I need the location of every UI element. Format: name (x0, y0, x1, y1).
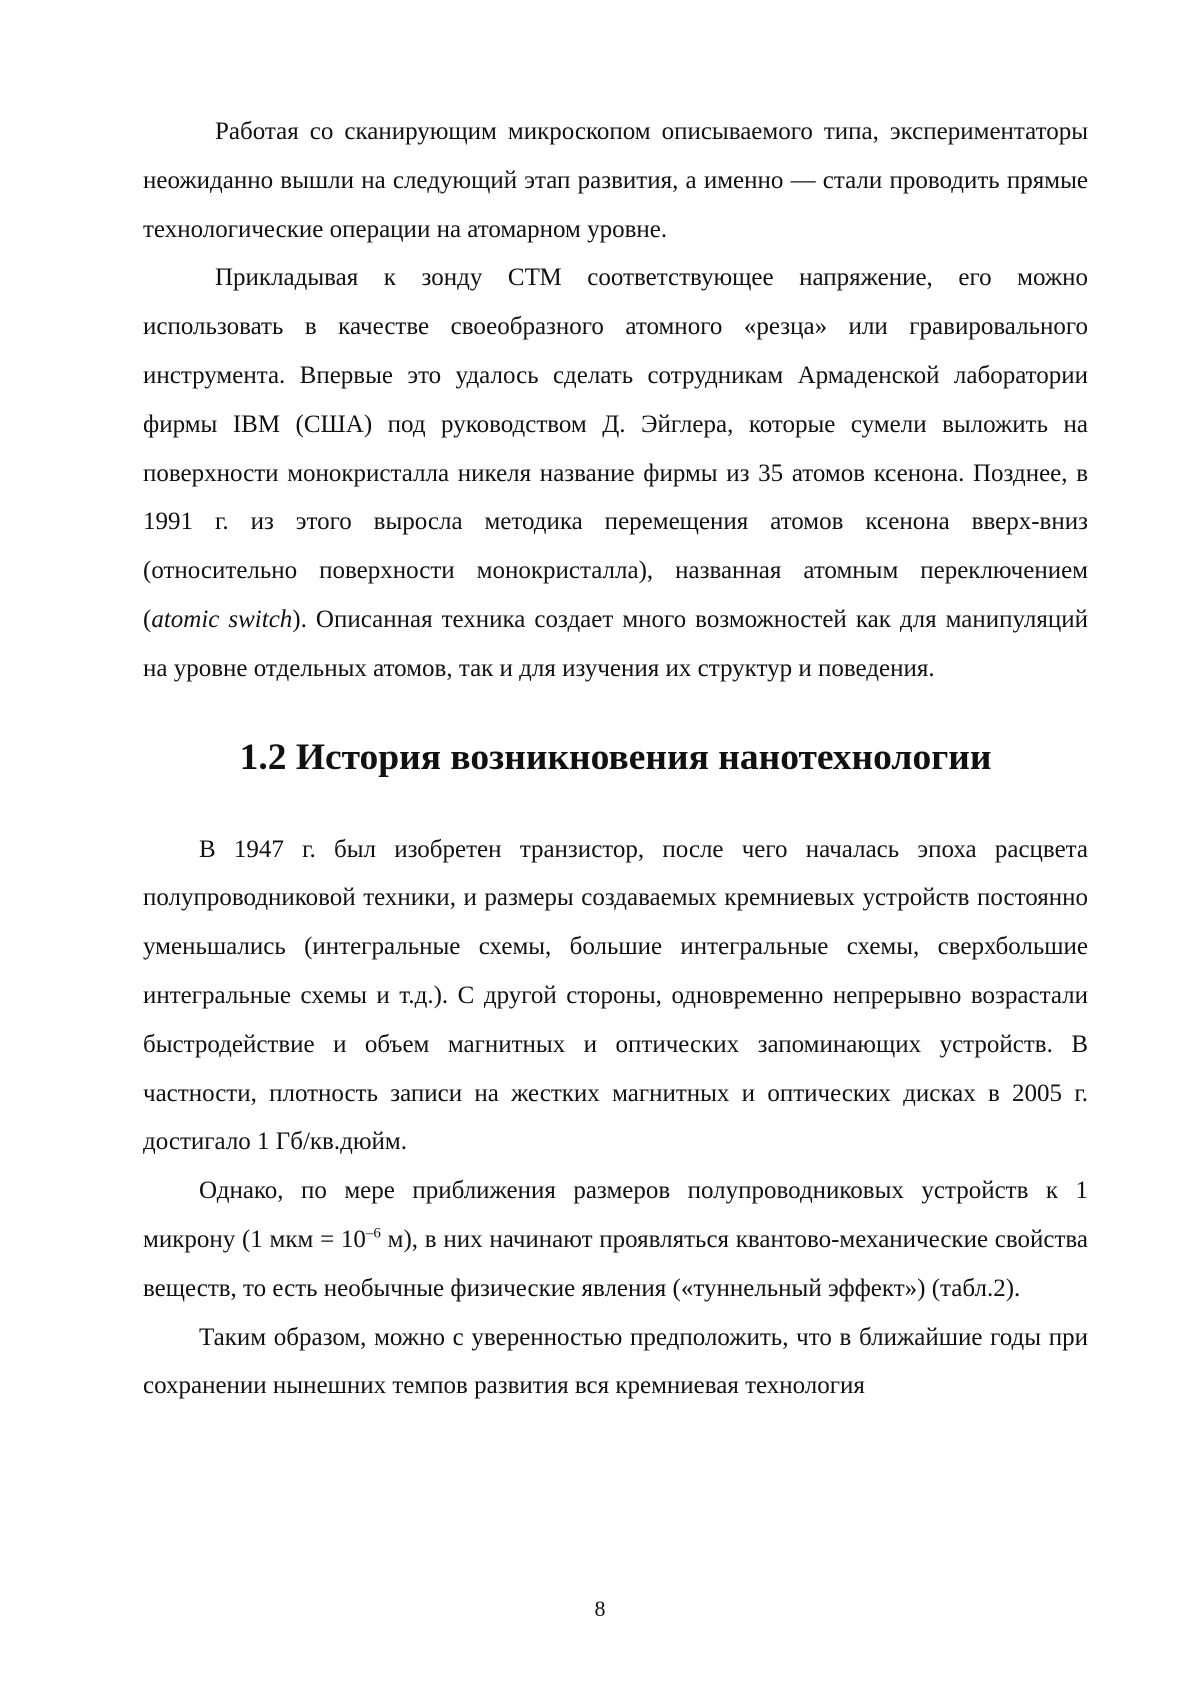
paragraph-text-continued: м), в них начинают проявляться квантово-механические свойства веществ, то есть необычные физические явления («туннельный эффект») (табл.2). (143, 1225, 1088, 1302)
paragraph-text: В 1947 г. был изобретен транзистор, после чего началась эпоха расцвета полупроводниковой техники, и размеры создаваемых кремниевых устройств постоянно уменьшались (интегральные схемы, большие интегральные схемы, сверхбольшие интегральные схемы и т.д.). С другой стороны, одновременно непрерывно возрастали быстродействие и объем магнитных и оптических запоминающих устройств. В частности, плотность записи на жестких магнитных и оптических дисках в 2005 г. достигало 1 Гб/кв.дюйм. (143, 835, 1088, 1156)
paragraph-stm-cutter (143, 254, 1088, 693)
paragraph-quantum-effects (143, 1167, 1088, 1313)
page-number: 8 (594, 1596, 606, 1621)
paragraph-text: Прикладывая к зонду СТМ соответствующее напряжение, его можно использовать в качестве своеобразного атомного «резца» или гравировального инструмента. Впервые это удалось сделать сотрудникам Армаденской лаборатории фирмы IBM (США) под руководством Д. Эйглера, которые сумели выложить на поверхности монокристалла никеля название фирмы из 35 атомов ксенона. Позднее, в 1991 г. из этого выросла методика перемещения атомов ксенона вверх-вниз (относительно поверхности монокристалла), названная атомным переключением ( (143, 264, 1088, 633)
paragraph-text-continued: ). Описанная техника создает много возможностей как для манипуляций на уровне отдельных атомов, так и для изучения их структур и поведения. (143, 605, 1088, 682)
italic-term: atomic switch (151, 605, 293, 633)
paragraph-transistor-history (143, 826, 1088, 1168)
exponent: –6 (365, 1225, 381, 1242)
paragraph-text: Таким образом, можно с уверенностью предположить, что в ближайшие годы при сохранении нынешних темпов развития вся кремниевая технология (143, 1323, 1088, 1400)
section-heading: 1.2 История возникновения нанотехнологии (239, 736, 992, 778)
text-column (143, 108, 1088, 1411)
paragraph-conclusion (143, 1314, 1088, 1412)
paragraph-text: Работая со сканирующим микроскопом описываемого типа, экспериментаторы неожиданно вышли на следующий этап развития, а именно — стали проводить прямые технологические операции на атомарном уровне. (143, 118, 1088, 243)
paragraph-text: Однако, по мере приближения размеров полупроводниковых устройств к 1 микрону (1 мкм = 10 (143, 1177, 1088, 1253)
paragraph-atomic-operations (143, 108, 1088, 254)
